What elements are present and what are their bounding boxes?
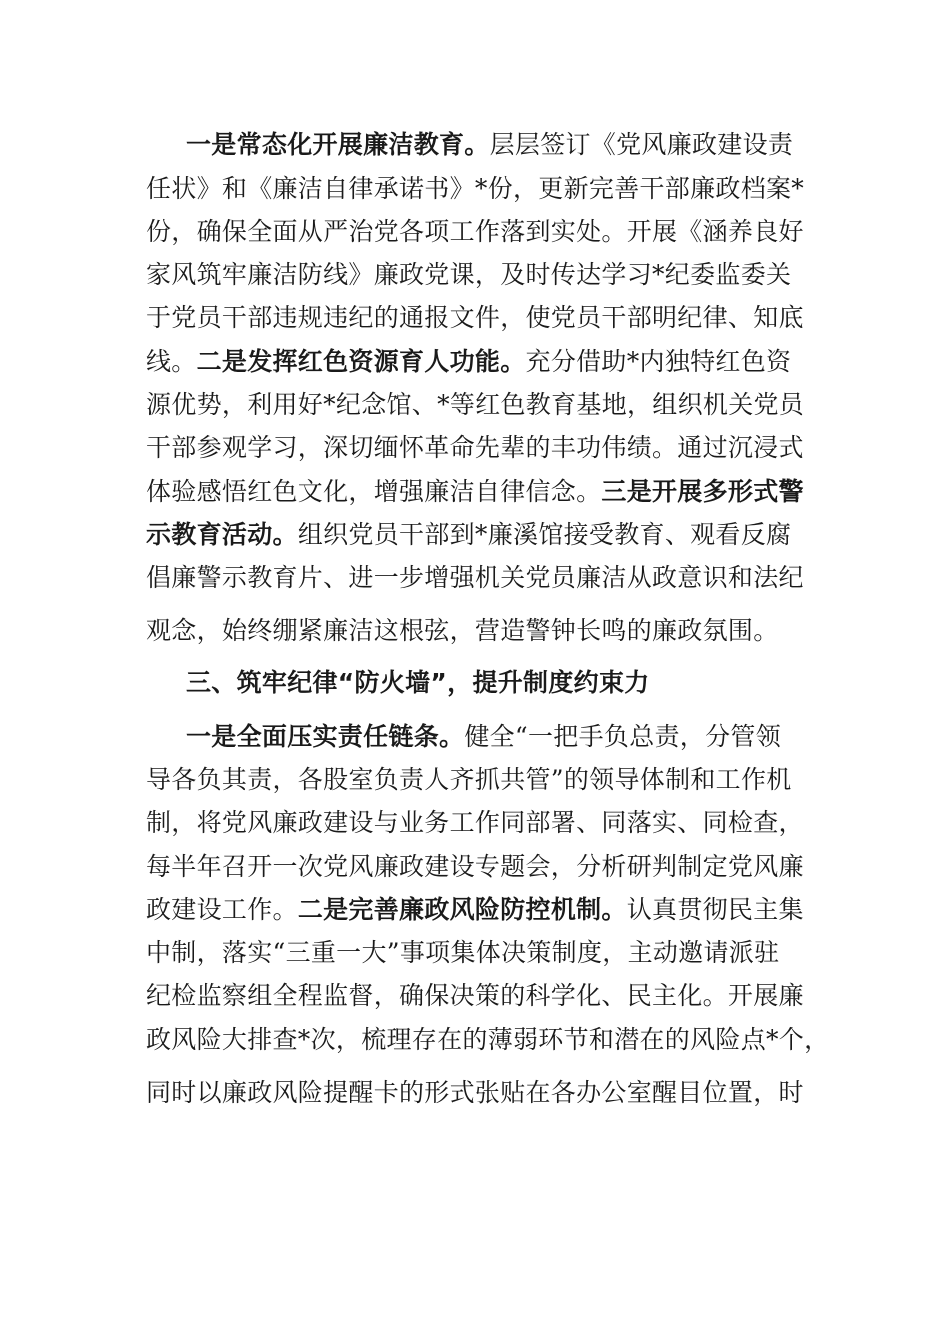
text-line: 观念，始终绷紧廉洁这根弦，营造警钟长鸣的廉政氛围。 (146, 616, 779, 645)
text-run: 健全“一把手负总责，分管领 (464, 722, 781, 751)
text-line: 导各负其责，各股室负责人齐抓共管”的领导体制和工作机 (146, 765, 792, 794)
bold-lead: 二是发挥红色资源育人功能。 (196, 347, 526, 376)
text-run: 政建设工作。 (146, 895, 298, 924)
text-line: 中制，落实“三重一大”事项集体决策制度，主动邀请派驻 (146, 938, 780, 967)
section-heading: 三、筑牢纪律“防火墙”，提升制度约束力 (186, 668, 650, 697)
text-run: 充分借助*内独特红色资 (525, 347, 792, 376)
text-line (186, 720, 856, 754)
text-line: 任状》和《廉洁自律承诺书》*份，更新完善干部廉政档案* (146, 174, 805, 203)
text-line (146, 345, 816, 379)
text-line: 每半年召开一次党风廉政建设专题会，分析研判制定党风廉 (146, 852, 804, 881)
bold-lead: 一是常态化开展廉洁教育。 (186, 130, 490, 159)
text-line (146, 475, 816, 509)
text-run: 线。 (146, 347, 197, 376)
text-line (146, 893, 816, 927)
text-line: 同时以廉政风险提醒卡的形式张贴在各办公室醒目位置，时 (146, 1078, 804, 1107)
bold-lead: 示教育活动。 (146, 520, 298, 549)
text-line: 政风险大排查*次，梳理存在的薄弱环节和潜在的风险点*个， (146, 1025, 830, 1054)
text-line: 源优势，利用好*纪念馆、*等红色教育基地，组织机关党员 (146, 390, 805, 419)
text-line: 干部参观学习，深切缅怀革命先辈的丰功伟绩。通过沉浸式 (146, 433, 804, 462)
text-run: 认真贯彻民主集 (626, 895, 804, 924)
text-line: 份，确保全面从严治党各项工作落到实处。开展《涵养良好 (146, 217, 804, 246)
text-line: 倡廉警示教育片、进一步增强机关党员廉洁从政意识和法纪 (146, 563, 804, 592)
text-line (146, 518, 816, 552)
text-line: 制，将党风廉政建设与业务工作同部署、同落实、同检查， (146, 808, 804, 837)
text-line (186, 128, 856, 162)
bold-lead: 二是完善廉政风险防控机制。 (297, 895, 627, 924)
text-line: 于党员干部违规违纪的通报文件，使党员干部明纪律、知底 (146, 303, 804, 332)
text-line: 家风筑牢廉洁防线》廉政党课，及时传达学习*纪委监委关 (146, 260, 792, 289)
text-run: 体验感悟红色文化，增强廉洁自律信念。 (146, 477, 602, 506)
bold-lead: 三是开展多形式警 (601, 477, 804, 506)
bold-lead: 一是全面压实责任链条。 (186, 722, 465, 751)
text-run: 层层签订《党风廉政建设责 (489, 130, 794, 159)
text-line: 纪检监察组全程监督，确保决策的科学化、民主化。开展廉 (146, 981, 804, 1010)
text-run: 组织党员干部到*廉溪馆接受教育、观看反腐 (297, 520, 792, 549)
